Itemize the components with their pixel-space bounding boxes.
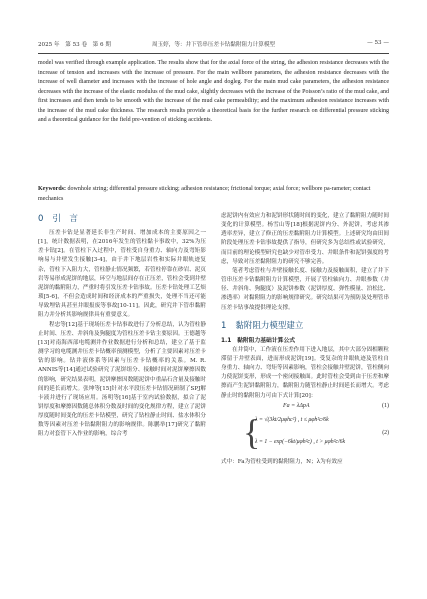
section-heading-introduction	[38, 212, 206, 226]
equation-1	[221, 401, 389, 412]
journal-issue: 2025 年 第 53 卷 第 6 期	[38, 42, 111, 48]
equation-number: (1)	[382, 402, 389, 409]
equation-number: (2)	[382, 429, 389, 436]
equation-case-1: λ = √(3kt/2μφhc²) , t ≤ μφh²c/6k	[255, 416, 329, 423]
abstract-paragraph: model was verified through example application. The results show that for the axial force of the string, the adhesion resistance decreases with the increase of tension and increases with the increase of pressure. For the main wellbore parameters, the adhesion resistance decreases with the increase of well diameter and increases with the increase of hole angle and dogleg. For the main mud cake parameters, the adhesion resistance decreases with the increase of the elastic modulus of the mud cake, slightly decreases with the increase of the Poisson’s ratio of the mud cake, and first increases and then tends to be smooth with the increase of the mud cake permeability; and the maximum adhesion resistance increases with the increase of the mud cake thickness. The research results provide a theoretical basis for the further research on differential pressure sticking and a theoretical guidance for the field pre-vention of sticking accidents.	[38, 60, 389, 123]
keywords-label: Keywords:	[38, 186, 66, 192]
section-heading-model	[221, 319, 389, 333]
left-column	[38, 212, 206, 440]
subsection-heading: 1.1 黏附阻力基础计算公式	[221, 337, 296, 344]
equation-2	[221, 412, 389, 458]
running-head-title: 周玉婷，等：井下管串压差卡钻黏附阻力计算模型	[151, 42, 276, 48]
section-title: 引 言	[52, 214, 78, 224]
left-brace: {	[243, 411, 261, 452]
right-column	[221, 212, 389, 467]
equation-case-2: λ = 1 − exp(−6kt/μφh²c) , t > μφh²c/6k	[255, 438, 346, 445]
body-paragraph: 压差卡钻是显著延长非生产时间、增加成本的主要原因之一[1]，统计数据表明，在2016年发生的管柱黏卡事故中，32%为压差卡钻[2]。在管柱下入过程中，管柱受自身重力、轴向力及弯矩影响易与井壁发生接触[3-4]，由于井下地层岩性和实际井眼轨迹复杂，管柱下入阻力大，管柱静止情况频繁，若管柱停靠在砂岩、泥页岩等易形成泥饼的地层，环空与地层间存在正压差，管柱会受到井壁泥饼的黏附阻力，严重时将引发压差卡钻事故。压差卡钻处理工艺烦琐[5-6]，不但会造成时间和经济成本的严重损失，处理不当还可能导致埋钻具甚至井眼报废等事故[10-11]。因此，研究井下管串黏附阻力并分析其影响规律具有重要意义。	[38, 230, 206, 319]
page-number: — 53 —	[367, 40, 389, 46]
body-paragraph: 虑泥饼内有效应力和泥饼形状随时间的变化，建立了黏附阻力随时间变化的计算模型。杨雪山等[18]根据泥饼内分、外泥饼，考虑其渗透率差异，建立了修正的压差黏附阻力计算模型。上述研究均由田间阶段处理压差卡钻事故提供了指导，但研究多为总结性或试验研究，而目前的理论模型研究也缺少对管串受力、井眼条件和泥饼强度的考虑，导致对压差黏附阻力的研究不够完善。	[221, 213, 389, 265]
equation-expression: Fa = λΔpA	[283, 402, 310, 409]
section-number: 1	[221, 320, 227, 331]
body-paragraph: 式中：Fa为管柱受到的黏附阻力，N；λ为有效应	[221, 458, 343, 465]
keywords	[38, 185, 389, 204]
keywords-text: downhole string; differential pressure sticking; adhesion resistance; frictional torque; axial force; wellbore pa-rameter; contact mechanics	[38, 186, 371, 202]
english-abstract	[38, 59, 389, 126]
section-number: 0	[38, 214, 44, 224]
running-head	[38, 40, 389, 52]
section-title: 黏附阻力模型建立	[235, 320, 304, 331]
header-divider	[38, 53, 389, 54]
body-paragraph: 在井筒中，工作液在压差作用下进入地层，其中大部分固相颗粒滞留于井壁表面，进而形成泥饼[19]。受复杂的井眼轨迹及管柱自身重力、轴向力、弯矩等因素影响，管柱会接触井壁泥饼，管柱侧向力使泥饼变形，形成一个密闭接触面。此时管柱会受到由于压差和摩擦而产生泥饼黏附阻力，黏附阻力随管柱静止时间延长而增大。考虑静止时的黏附阻力可由下式计算[20]：	[221, 346, 389, 399]
body-paragraph: 程忠等[12]基于现场压差卡钻事故进行了分析总结，认为管柱静止时间、压差、井斜角及狗腿度为管柱压差卡钻主要原因。王德越等[13]对南海西部电缆测井作业数据进行分析和总结，建立了基于监测学习的电缆测井压差卡钻概率预测模型，分析了主要因素对压差卡钻的影响。钻井液体系等因素与压差卡钻概率的关系。M. R. ANNIS等[14]通过试验研究了泥饼组分、接触时间对泥饼摩擦因数的影响，研究结果表明，泥饼摩擦因数随泥饼中重晶石含量及接触时间的延长而增大。张坤等[15]针对水平段压差卡钻情况研制了SPJ解卡液并进行了现场应用。汤明等[16]基于室内试验数据，拟合了泥饼厚度和摩擦因数随总体积分数及时间的变化规律方程，建立了泥饼厚度随时间变化的压差卡钻模型，研究了钻柱静止时间、盐水体积分数等因素对压差卡钻黏附阻力的影响规律。陈鹏举[17]研究了黏附阻力对套管下入作业的影响，综合考	[38, 321, 206, 438]
body-paragraph: 笔者考虑管柱与井壁接触长度、接触力及接触面积，建立了井下管串压差卡钻黏附阻力计算模型，开展了管柱轴向力、井眼参数（井径、井斜角、狗腿度）及泥饼参数（泥饼厚度、弹性模量、泊松比、渗透率）对黏附阻力的影响规律研究。研究结果可为预防及处理管串压差卡钻事故提供理论支撑。	[221, 267, 389, 311]
